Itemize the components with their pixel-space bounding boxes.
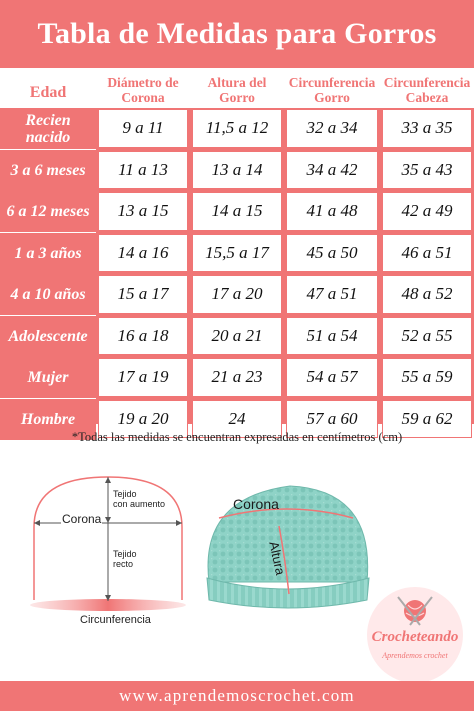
table-cell: 13 a 14 [192,151,282,190]
tejido-recto-label: Tejido recto [113,549,137,569]
hat-photo-svg [195,478,380,610]
hat-photo [195,478,380,610]
arrow-top [105,477,111,483]
col-header-text: Circunferencia Gorro [288,75,376,105]
table-cell: 21 a 23 [192,358,282,397]
table-cell: 17 a 20 [192,275,282,314]
row-label: 4 a 10 años [0,274,96,315]
table-cell: 42 a 49 [382,192,472,231]
table-cell: 20 a 21 [192,317,282,356]
table-cell: 11 a 13 [98,151,188,190]
row-label: Recien nacido [0,108,96,149]
row-label: 3 a 6 meses [0,150,96,191]
table-cell: 24 [192,400,282,439]
col-header-text: Diámetro de Corona [107,75,179,105]
tejido-aumento-label: Tejido con aumento [113,489,166,509]
page-title: Tabla de Medidas para Gorros [0,0,474,68]
hat-diagram [20,465,220,630]
table-cell: 46 a 51 [382,234,472,273]
row-label: Hombre [0,399,96,440]
table-cell: 9 a 11 [98,109,188,148]
corona-label: Corona [62,512,102,526]
table-cell: 15,5 a 17 [192,234,282,273]
col-header-text: Altura del Gorro [207,75,267,105]
table-cell: 35 a 43 [382,151,472,190]
table-cell: 14 a 15 [192,192,282,231]
table-cell: 59 a 62 [382,400,472,439]
table-header [0,68,474,108]
photo-corona-label: Corona [233,496,279,512]
table-cell: 13 a 15 [98,192,188,231]
logo-tagline: Aprendemos crochet [382,651,448,660]
row-label: 6 a 12 meses [0,191,96,232]
table-cell: 32 a 34 [286,109,378,148]
table-cell: 54 a 57 [286,358,378,397]
edad-header: Edad [29,84,67,101]
table-cell: 15 a 17 [98,275,188,314]
table-cell: 19 a 20 [98,400,188,439]
table-cell: 11,5 a 12 [192,109,282,148]
size-table [0,68,474,428]
col-header-circ-gorro [284,72,380,108]
table-cell: 52 a 55 [382,317,472,356]
col-header-diametro [96,72,190,108]
circunferencia-label: Circunferencia [80,614,151,626]
table-cell: 51 a 54 [286,317,378,356]
logo-name: Crocheteando [371,629,459,645]
table-cell: 41 a 48 [286,192,378,231]
row-label: 1 a 3 años [0,233,96,274]
table-cell: 48 a 52 [382,275,472,314]
footer-url: www.aprendemoscrochet.com [0,681,474,711]
col-header-text: Circunferencia Cabeza [383,75,471,105]
row-label: Mujer [0,357,96,398]
table-cell: 14 a 16 [98,234,188,273]
hat-body [208,486,368,582]
photo-altura-label: Altura [266,540,289,577]
row-label: Adolescente [0,316,96,357]
table-cell: 57 a 60 [286,400,378,439]
table-cell: 16 a 18 [98,317,188,356]
table-cell: 17 a 19 [98,358,188,397]
arrow-mid [105,517,111,523]
table-cell: 33 a 35 [382,109,472,148]
table-cell: 47 a 51 [286,275,378,314]
units-note: *Todas las medidas se encuentran expresadas en centímetros (cm) [71,430,403,444]
table-cell: 55 a 59 [382,358,472,397]
brand-logo [364,585,466,685]
col-header-circ-cabeza [380,72,474,108]
table-cell: 34 a 42 [286,151,378,190]
col-header-altura [190,72,284,108]
table-cell: 45 a 50 [286,234,378,273]
